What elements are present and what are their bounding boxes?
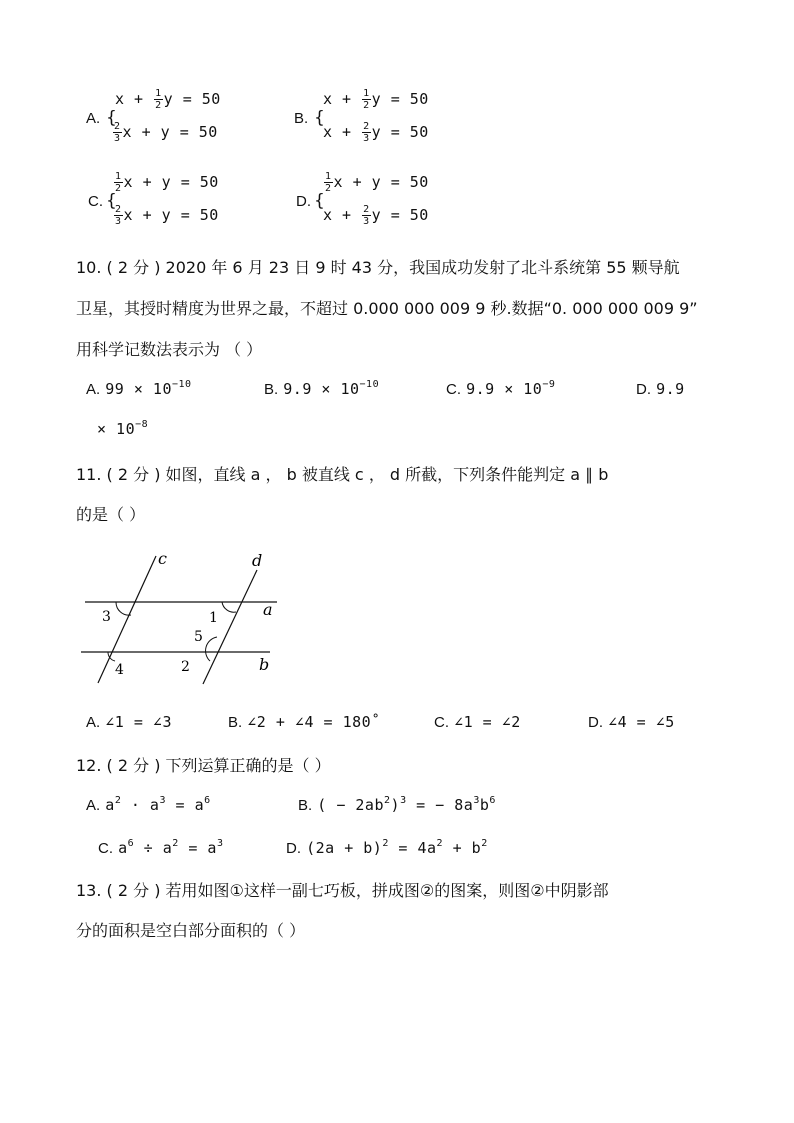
- q10-option-b: B. $9.9 \times 10^{-10}$: [264, 379, 380, 398]
- angle-1-arc: [222, 602, 236, 612]
- q11-option-b: B. ∠2 + ∠4 = 180˚: [228, 713, 381, 731]
- label-a: a: [263, 600, 273, 619]
- q9-a-eq2: $\frac{2}{3}$ x + y = 50: [114, 121, 218, 144]
- q9-b-brace: {: [314, 108, 325, 128]
- q10-option-c: C. $9.9 \times 10^{-9}$: [446, 379, 556, 398]
- q9-a-eq1: x + $\frac{1}{2}$ y = 50: [115, 88, 221, 111]
- q12-stem-line1: 12. ( 2 分 ) 下列运算正确的是（ ）: [76, 756, 331, 775]
- angle-3-arc: [116, 602, 131, 615]
- q10-stem-line1: 10. ( 2 分 ) 2020 年 6 月 23 日 9 时 43 分，我国成功发射了北斗系统第 55 颗导航: [76, 258, 680, 277]
- label-5: 5: [194, 629, 203, 645]
- q11-option-c: C. ∠1 = ∠2: [434, 713, 521, 731]
- label-b: b: [259, 655, 270, 674]
- q9-c-brace: {: [106, 191, 117, 211]
- q11-option-d: D. ∠4 = ∠5: [588, 713, 675, 731]
- q9-d-eq2: x + $\frac{2}{3}$ y = 50: [323, 204, 429, 227]
- label-d: d: [252, 551, 263, 570]
- q9-c-label: C.: [88, 193, 103, 210]
- q9-a-brace: {: [106, 108, 117, 128]
- q11-stem-line1: 11. ( 2 分 ) 如图，直线 a ， b 被直线 c ， d 所截，下列条件能判定 a ∥ b: [76, 465, 609, 484]
- q9-c-eq1: $\frac{1}{2}$ x + y = 50: [115, 171, 219, 194]
- q11-stem-line2: 的是（ ）: [76, 505, 146, 524]
- q9-a-label: A.: [86, 110, 101, 127]
- q11-figure: [70, 540, 290, 690]
- q9-d-label: D.: [296, 193, 311, 210]
- q9-b-eq2: x + $\frac{2}{3}$ y = 50: [323, 121, 429, 144]
- label-3: 3: [102, 609, 111, 625]
- q13-stem-line1: 13. ( 2 分 ) 若用如图①这样一副七巧板，拼成图②的图案，则图②中阴影部: [76, 881, 609, 900]
- q9-b-eq1: x + $\frac{1}{2}$ y = 50: [323, 88, 429, 111]
- q12-option-b: B. ( − $2ab^2)^3$ = − $8a^3b^6$: [298, 795, 496, 814]
- q12-option-a: A. $a^2 \cdot a^3 = a^6$: [86, 795, 211, 814]
- label-2: 2: [181, 659, 190, 675]
- q12-option-c: C. $a^6 \div a^2 = a^3$: [98, 838, 224, 857]
- q10-option-d: D. 9.9: [636, 380, 685, 398]
- q9-c-eq2: $\frac{2}{3}$ x + y = 50: [115, 204, 219, 227]
- q9-d-eq1: $\frac{1}{2}$ x + y = 50: [325, 171, 429, 194]
- label-1: 1: [209, 610, 218, 626]
- q9-b-label: B.: [294, 110, 309, 127]
- q10-option-a: A. $99 \times 10^{-10}$: [86, 379, 192, 398]
- q12-option-d: D. $(2a + b)^2 = 4a^2 + b^2$: [286, 838, 488, 857]
- q11-option-a: A. ∠1 = ∠3: [86, 713, 172, 731]
- label-4: 4: [115, 662, 124, 678]
- q10-stem-line2: 卫星，其授时精度为世界之最，不超过 0.000 000 009 9 秒.数据“0. 000 000 009 9”: [76, 299, 698, 318]
- q10-stem-line3: 用科学记数法表示为 （ ）: [76, 340, 263, 359]
- q13-stem-line2: 分的面积是空白部分面积的（ ）: [76, 921, 306, 940]
- q9-d-brace: {: [314, 191, 325, 211]
- label-c: c: [158, 549, 167, 568]
- q10-option-d-continued: × $10^{-8}$: [97, 419, 149, 438]
- line-d: [203, 570, 257, 684]
